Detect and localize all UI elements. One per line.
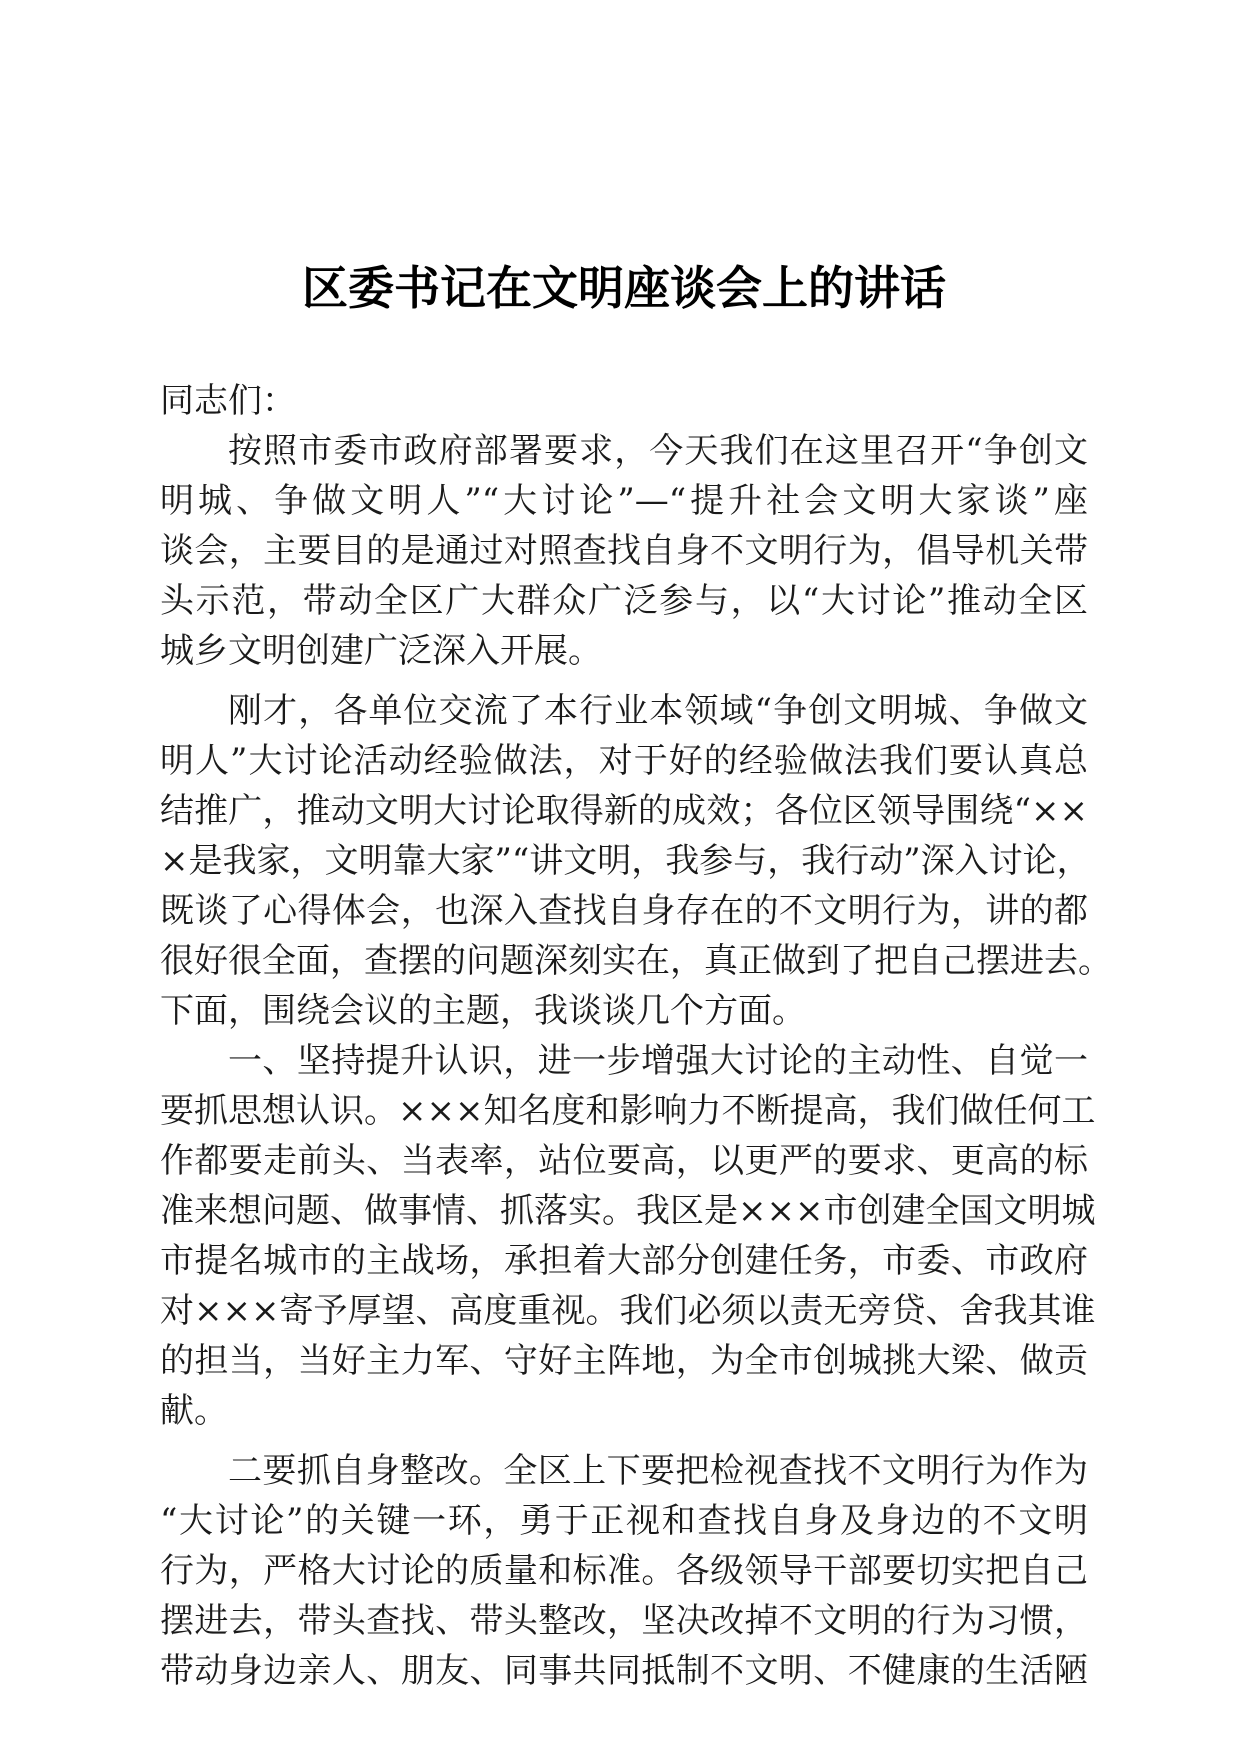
paragraph-line: 作都要走前头、当表率，站位要高，以更严的要求、更高的标	[160, 1141, 1088, 1181]
paragraph-line: 刚才，各单位交流了本行业本领域“争创文明城、争做文	[228, 691, 1088, 731]
paragraph-line: 明城、争做文明人”“大讨论”—“提升社会文明大家谈”座	[160, 481, 1088, 521]
paragraph-3	[160, 1036, 1096, 1436]
paragraph-4	[160, 1446, 1088, 1696]
paragraph-line: 的担当，当好主力军、守好主阵地，为全市创城挑大梁、做贡	[160, 1341, 1088, 1381]
document-title: 区委书记在文明座谈会上的讲话	[302, 261, 946, 315]
paragraph-line: 行为，严格大讨论的质量和标准。各级领导干部要切实把自己	[160, 1551, 1088, 1591]
document-body	[160, 376, 1112, 1696]
paragraph-line: 按照市委市政府部署要求，今天我们在这里召开“争创文	[228, 431, 1088, 471]
paragraph-line: “大讨论”的关键一环，勇于正视和查找自身及身边的不文明	[160, 1501, 1088, 1541]
paragraph-line: 带动身边亲人、朋友、同事共同抵制不文明、不健康的生活陋	[160, 1651, 1088, 1691]
paragraph-2	[160, 686, 1112, 1036]
paragraph-line: 摆进去，带头查找、带头整改，坚决改掉不文明的行为习惯，	[160, 1601, 1088, 1641]
paragraph-line: 头示范，带动全区广大群众广泛参与，以“大讨论”推动全区	[160, 581, 1088, 621]
salutation-paragraph	[160, 376, 1088, 426]
paragraph-line: 下面，围绕会议的主题，我谈谈几个方面。	[160, 991, 806, 1031]
paragraph-line: 准来想问题、做事情、抓落实。我区是×××市创建全国文明城	[160, 1191, 1096, 1231]
paragraph-line: 城乡文明创建广泛深入开展。	[160, 631, 602, 671]
paragraph-line: 谈会，主要目的是通过对照查找自身不文明行为，倡导机关带	[160, 531, 1088, 571]
paragraph-line: 献。	[160, 1391, 228, 1431]
paragraph-line: 对×××寄予厚望、高度重视。我们必须以责无旁贷、舍我其谁	[160, 1291, 1096, 1331]
paragraph-1	[160, 426, 1088, 676]
paragraph-line: 市提名城市的主战场，承担着大部分创建任务，市委、市政府	[160, 1241, 1088, 1281]
paragraph-line: 明人”大讨论活动经验做法，对于好的经验做法我们要认真总	[160, 741, 1088, 781]
paragraph-line: 要抓思想认识。×××知名度和影响力不断提高，我们做任何工	[160, 1091, 1096, 1131]
paragraph-line: ×是我家，文明靠大家”“讲文明，我参与，我行动”深入讨论，	[160, 841, 1091, 881]
paragraph-line: 很好很全面，查摆的问题深刻实在，真正做到了把自己摆进去。	[160, 941, 1112, 981]
salutation: 同志们：	[160, 381, 296, 421]
paragraph-line: 二要抓自身整改。全区上下要把检视查找不文明行为作为	[228, 1451, 1088, 1491]
paragraph-line: 既谈了心得体会，也深入查找自身存在的不文明行为，讲的都	[160, 891, 1088, 931]
paragraph-line: 一、坚持提升认识，进一步增强大讨论的主动性、自觉一	[228, 1041, 1088, 1081]
paragraph-line: 结推广，推动文明大讨论取得新的成效；各位区领导围绕“××	[160, 791, 1088, 831]
